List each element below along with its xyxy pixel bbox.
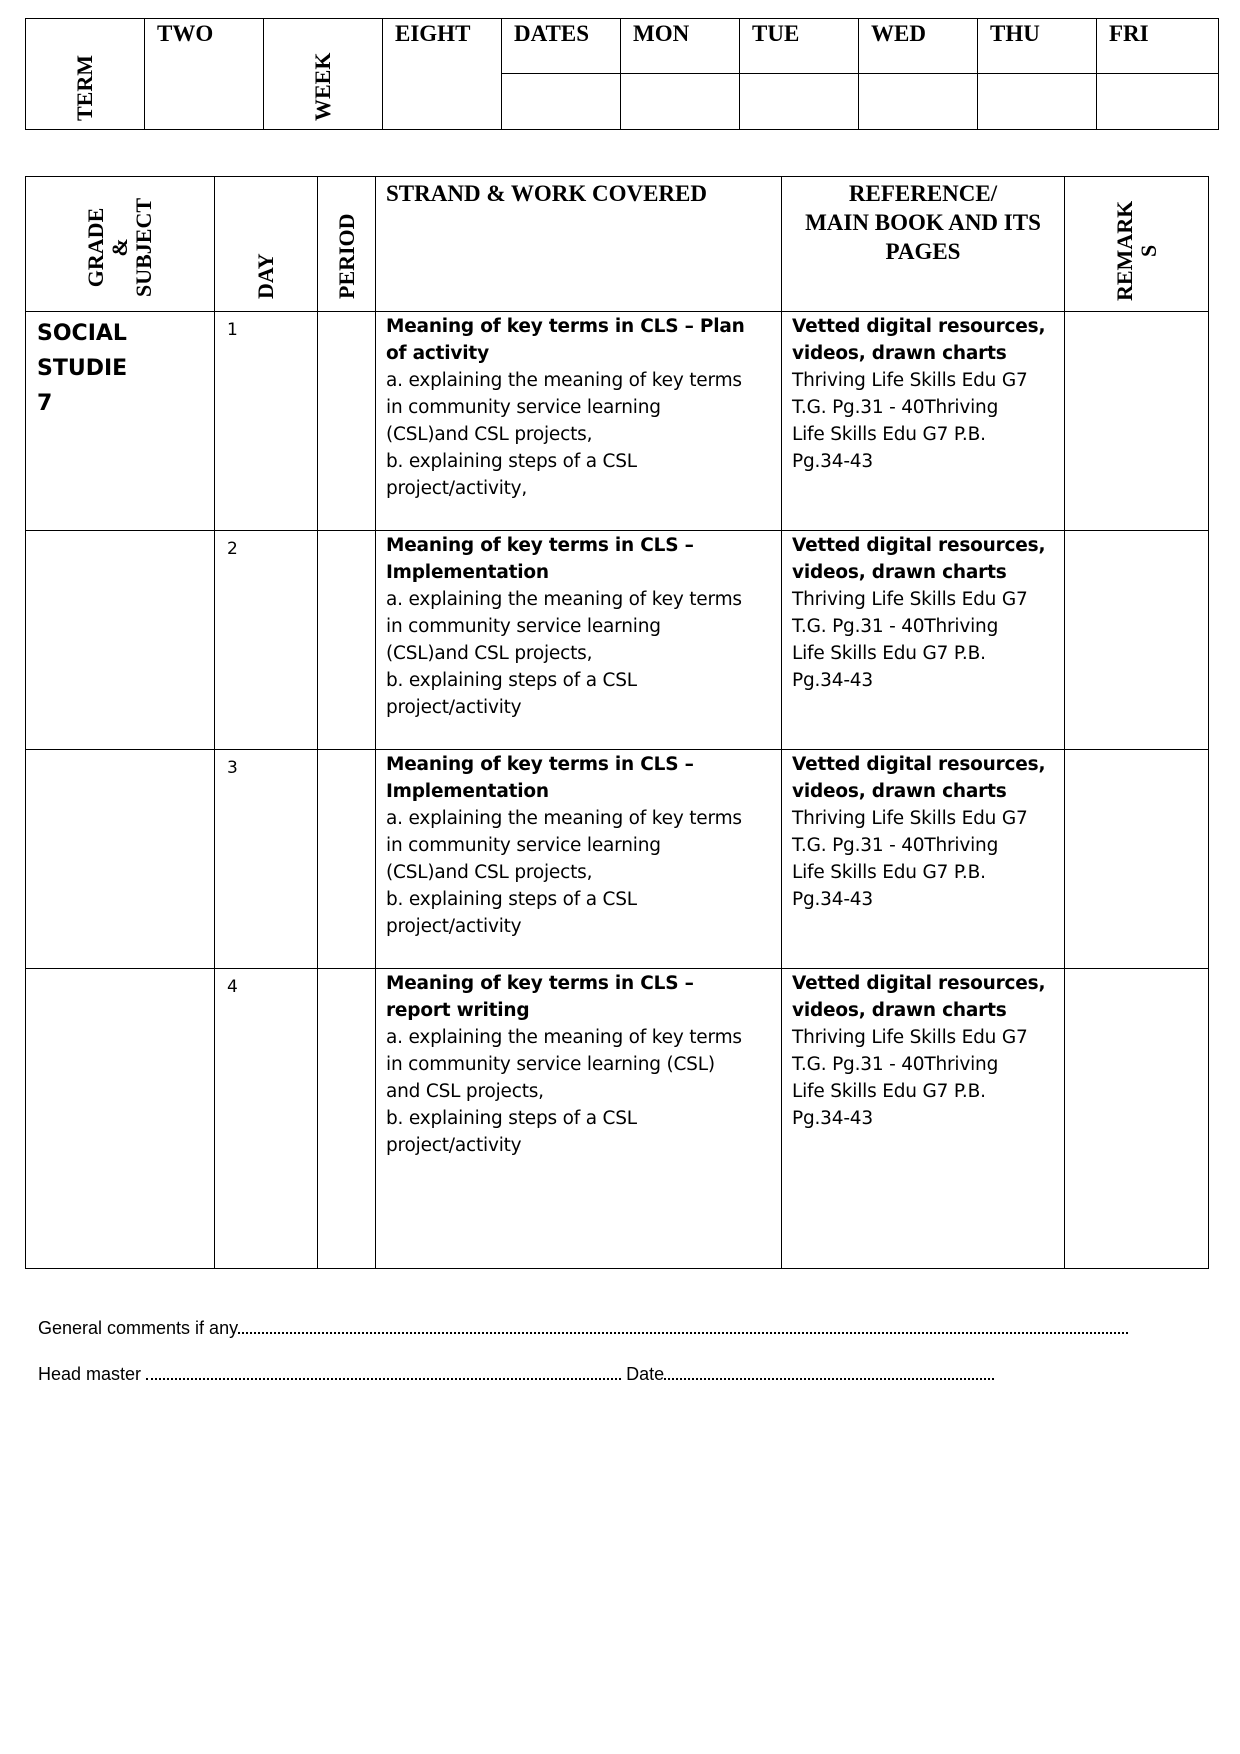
reference-body-line: T.G. Pg.31 - 40Thriving [792,616,999,637]
reference-cell [782,750,1065,969]
strand-body-line: b. explaining steps of a CSL [386,451,637,472]
table-row [26,969,1209,1269]
subject-line-1: SOCIAL [37,321,127,346]
day-header-thu [978,19,1097,74]
reference-line-1: REFERENCE/ [848,181,998,206]
strand-title-line: report writing [386,1000,530,1021]
strand-body-line: in community service learning [386,616,661,637]
strand-body-line: project/activity [386,697,522,718]
period-header [318,177,376,312]
reference-body-line: Life Skills Edu G7 P.B. [792,862,986,883]
reference-title-line: videos, drawn charts [792,781,1007,802]
strand-cell [376,750,782,969]
subject-line-2: STUDIE [37,356,128,381]
strand-body-line: a. explaining the meaning of key terms [386,370,742,391]
subject-cell [26,969,215,1269]
day-number: 3 [227,758,238,778]
reference-body-line: Life Skills Edu G7 P.B. [792,424,986,445]
strand-body-line: b. explaining steps of a CSL [386,670,637,691]
day-header [215,177,318,312]
strand-body-line: project/activity [386,916,522,937]
day-number: 1 [227,320,238,340]
day-header-label: DAY [253,253,278,299]
grade-word: GRADE [83,207,108,288]
lesson-plan-table [25,176,1209,1269]
table-row [26,531,1209,750]
reference-body-line: Thriving Life Skills Edu G7 [792,589,1028,610]
mon-blank-cell [621,74,740,130]
table-row [26,750,1209,969]
general-comments-field[interactable] [238,1318,1128,1334]
reference-body-line: T.G. Pg.31 - 40Thriving [792,397,999,418]
reference-line-3: PAGES [885,239,961,264]
reference-body-line: T.G. Pg.31 - 40Thriving [792,835,999,856]
remarks-cell [1065,531,1209,750]
day-cell [215,750,318,969]
day-label-mon: MON [633,21,690,46]
dates-label: DATES [514,21,589,46]
reference-cell [782,312,1065,531]
strand-content [376,969,781,1159]
week-value-cell [383,19,502,130]
remarks-line-2: S [1135,244,1161,258]
day-header-fri [1097,19,1219,74]
strand-title-line: Meaning of key terms in CLS – [386,973,694,994]
strand-body-line: in community service learning [386,397,661,418]
general-comments-line [38,1318,1128,1339]
reference-title-line: Vetted digital resources, [792,316,1046,337]
term-value-cell [145,19,264,130]
head-master-field[interactable] [146,1364,621,1380]
table-row [26,312,1209,531]
remarks-cell [1065,969,1209,1269]
reference-title-line: Vetted digital resources, [792,973,1046,994]
reference-body-line: Pg.34-43 [792,451,873,472]
strand-body-line: (CSL)and CSL projects, [386,643,593,664]
period-cell [318,312,376,531]
reference-body-line: Thriving Life Skills Edu G7 [792,370,1028,391]
day-label-thu: THU [990,21,1040,46]
strand-body-line: (CSL)and CSL projects, [386,424,593,445]
reference-body-line: Pg.34-43 [792,1108,873,1129]
day-header-tue [740,19,859,74]
week-label: WEEK [310,52,335,121]
remarks-cell [1065,750,1209,969]
period-cell [318,531,376,750]
strand-header [376,177,782,312]
reference-title-line: videos, drawn charts [792,562,1007,583]
day-cell [215,969,318,1269]
subject-line-3: 7 [37,391,53,416]
remarks-cell [1065,312,1209,531]
day-number: 2 [227,539,238,559]
strand-cell [376,969,782,1269]
strand-cell [376,531,782,750]
strand-body-line: b. explaining steps of a CSL [386,1108,637,1129]
strand-body-line: b. explaining steps of a CSL [386,889,637,910]
day-cell [215,312,318,531]
general-comments-label: General comments if any [38,1318,239,1338]
reference-content [782,969,1064,1132]
subject-cell [26,312,215,531]
date-label: Date [626,1364,665,1384]
period-header-label: PERIOD [333,213,359,299]
term-label-cell [26,19,145,130]
subject-word: SUBJECT [131,197,156,297]
day-label-wed: WED [871,21,926,46]
reference-cell [782,969,1065,1269]
strand-body-line: in community service learning (CSL) [386,1054,715,1075]
remarks-line-1: REMARK [1111,200,1137,301]
reference-title-line: videos, drawn charts [792,1000,1007,1021]
strand-body-line: (CSL)and CSL projects, [386,862,593,883]
reference-title-line: videos, drawn charts [792,343,1007,364]
strand-body-line: project/activity [386,1135,522,1156]
day-header-mon [621,19,740,74]
day-label-tue: TUE [752,21,800,46]
head-master-label: Head master [38,1364,142,1384]
reference-body-line: Pg.34-43 [792,889,873,910]
wed-blank-cell [859,74,978,130]
strand-title-line: Meaning of key terms in CLS – [386,535,694,556]
week-value: EIGHT [395,21,471,46]
remarks-header-label [1113,201,1161,301]
thu-blank-cell [978,74,1097,130]
reference-body-line: Thriving Life Skills Edu G7 [792,808,1028,829]
ampersand: & [107,238,132,257]
reference-body-line: Life Skills Edu G7 P.B. [792,643,986,664]
dates-blank-cell [502,74,621,130]
reference-cell [782,531,1065,750]
strand-content [376,312,781,502]
strand-body-line: a. explaining the meaning of key terms [386,808,742,829]
reference-body-line: Thriving Life Skills Edu G7 [792,1027,1028,1048]
remarks-header [1065,177,1209,312]
term-label: TERM [72,55,97,121]
strand-body-line: project/activity, [386,478,528,499]
day-label-fri: FRI [1109,21,1149,46]
reference-title-line: Vetted digital resources, [792,535,1046,556]
strand-content [376,531,781,721]
reference-line-2: MAIN BOOK AND ITS [805,210,1041,235]
strand-content [376,750,781,940]
reference-body-line: Life Skills Edu G7 P.B. [792,1081,986,1102]
strand-title-line: Implementation [386,562,549,583]
strand-body-line: a. explaining the meaning of key terms [386,589,742,610]
reference-title-line: Vetted digital resources, [792,754,1046,775]
period-cell [318,750,376,969]
week-label-cell [264,19,383,130]
strand-header-label: STRAND & WORK COVERED [386,181,707,206]
head-master-line [38,1364,994,1385]
dates-header [502,19,621,74]
reference-header [782,177,1065,312]
strand-body-line: a. explaining the meaning of key terms [386,1027,742,1048]
tue-blank-cell [740,74,859,130]
fri-blank-cell [1097,74,1219,130]
grade-subject-header [26,177,215,312]
strand-title-line: Meaning of key terms in CLS – Plan [386,316,745,337]
subject-cell [26,531,215,750]
grade-subject-label [84,198,156,297]
reference-body-line: T.G. Pg.31 - 40Thriving [792,1054,999,1075]
period-cell [318,969,376,1269]
reference-content [782,750,1064,913]
strand-title-line: Implementation [386,781,549,802]
subject-cell [26,750,215,969]
term-value: TWO [157,21,214,46]
day-header-wed [859,19,978,74]
reference-content [782,312,1064,475]
strand-title-line: Meaning of key terms in CLS – [386,754,694,775]
strand-body-line: and CSL projects, [386,1081,544,1102]
strand-body-line: in community service learning [386,835,661,856]
reference-content [782,531,1064,694]
day-number: 4 [227,977,238,997]
reference-header-label [782,177,1064,266]
day-cell [215,531,318,750]
subject-name [26,312,214,421]
reference-body-line: Pg.34-43 [792,670,873,691]
date-field[interactable] [664,1364,994,1380]
strand-cell [376,312,782,531]
term-week-table [25,18,1219,130]
strand-title-line: of activity [386,343,489,364]
